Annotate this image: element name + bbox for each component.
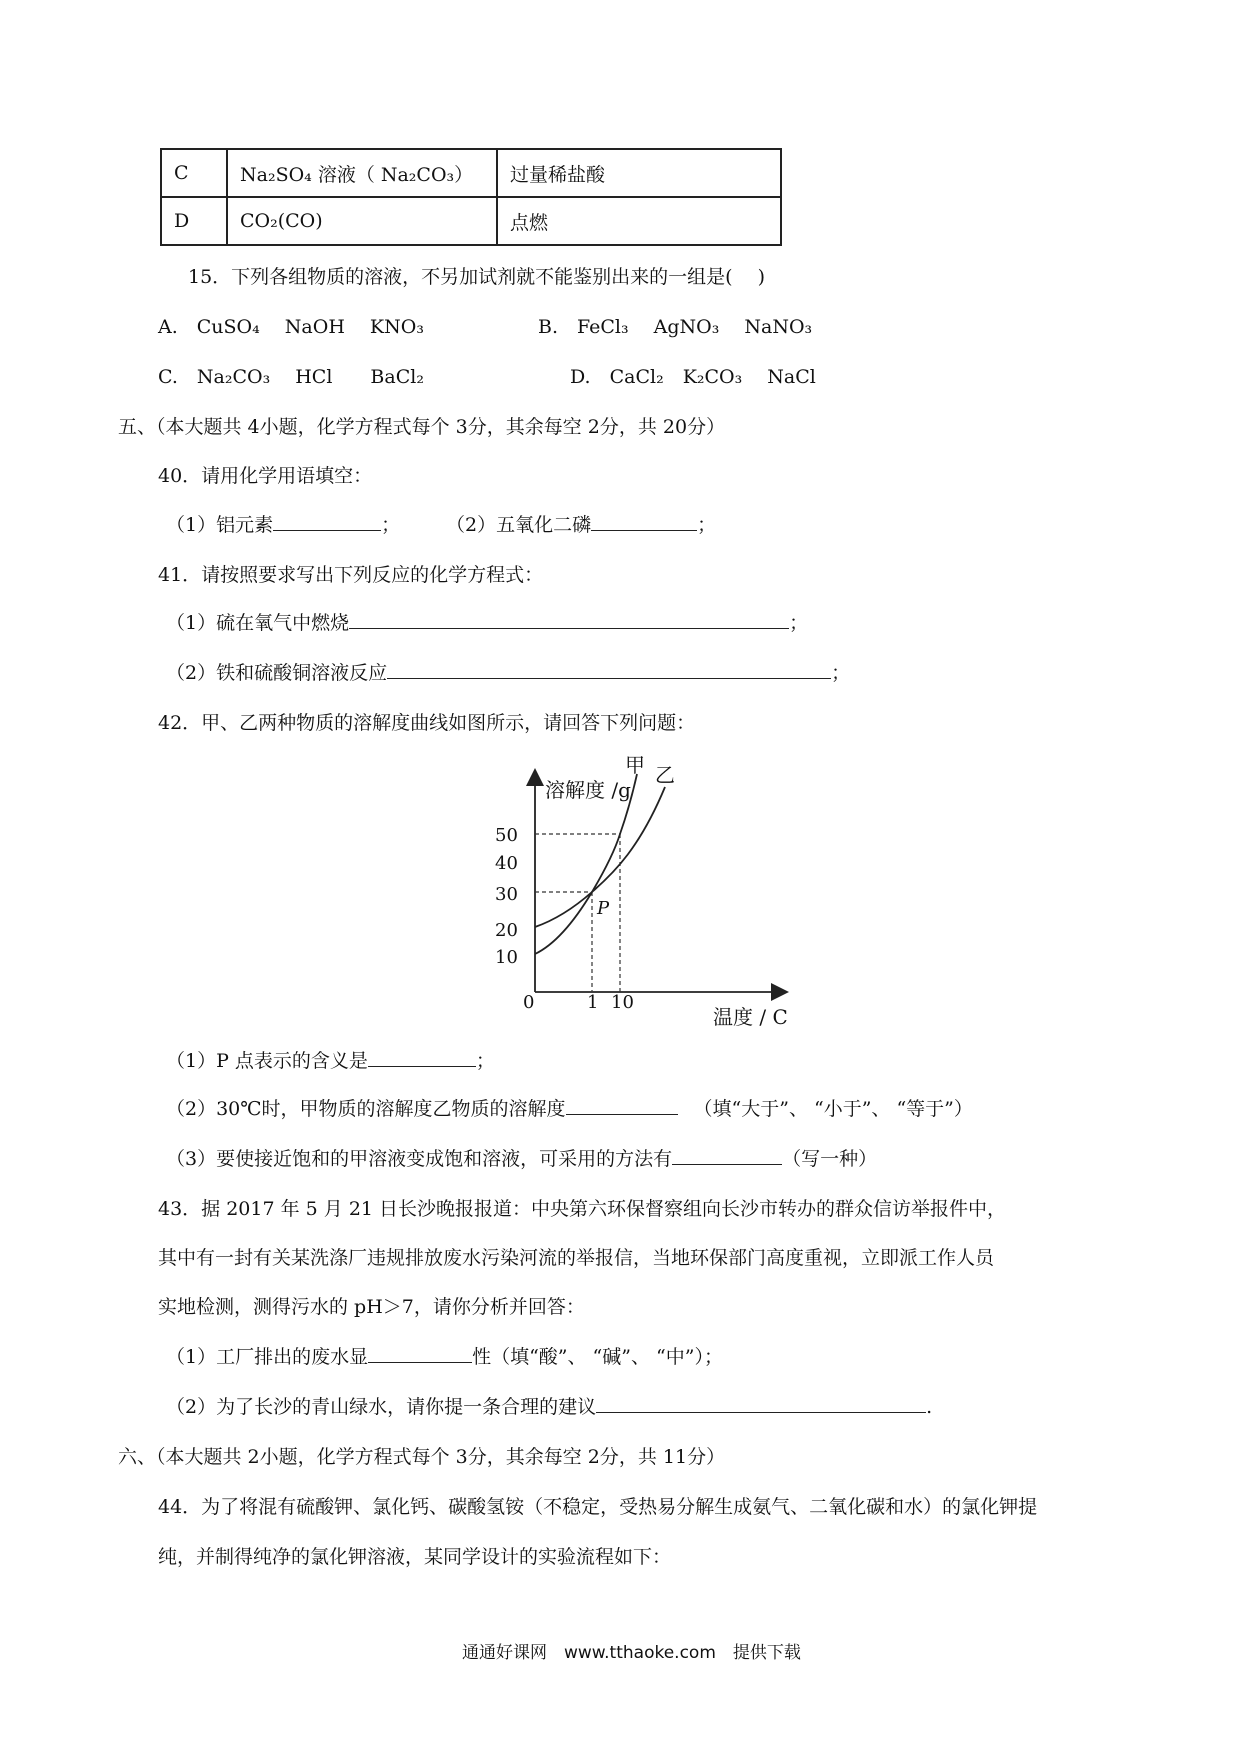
q42-part2-text: （2）30℃时，甲物质的溶解度乙物质的溶解度 [166,1098,566,1120]
q41-part2-text: （2）铁和硫酸铜溶液反应 [166,662,388,684]
hint-text: 性（填“酸”、 “碱”、 “中”）； [472,1346,723,1368]
hint-text: （写一种） [782,1148,878,1170]
q43-part2-text: （2）为了长沙的青山绿水，请你提一条合理的建议 [166,1396,597,1418]
hint-text: （填“大于”、 “小于”、 “等于”） [693,1098,973,1120]
q42-stem: 42．甲、乙两种物质的溶解度曲线如图所示，请回答下列问题： [158,712,696,734]
row-reagent: 过量稀盐酸 [497,149,781,197]
q42-part2 [166,1094,973,1121]
q43-line3: 实地检测，测得污水的 pH＞7，请你分析并回答： [158,1296,585,1318]
punctuation: ； [697,514,717,536]
row-substance: CO₂(CO) [227,197,497,245]
punctuation: ； [789,612,809,634]
x-tick-label: 0 [523,992,535,1013]
solubility-chart [475,752,815,1032]
q40-part2-text: （2）五氧化二磷 [446,514,592,536]
row-substance: Na₂SO₄ 溶液（ Na₂CO₃） [227,149,497,197]
q40-part2 [446,510,716,537]
q42-part1-text: （1）P 点表示的含义是 [166,1050,368,1072]
q40-stem: 40．请用化学用语填空： [158,465,373,487]
row-label: C [161,149,227,197]
y-tick-label: 20 [495,920,518,941]
q15-stem: 15．下列各组物质的溶液，不另加试剂就不能鉴别出来的一组是( ) [188,266,766,288]
section-6-heading: 六、（本大题共 2小题，化学方程式每个 3分，其余每空 2分，共 11分） [118,1446,726,1468]
y-tick-label: 10 [495,947,518,968]
q15-option-d: D. CaCl₂ K₂CO₃ NaCl [570,366,816,388]
y-tick-label: 50 [495,825,518,846]
answer-blank[interactable] [596,1392,926,1413]
answer-blank[interactable] [368,1342,472,1363]
answer-blank[interactable] [566,1094,678,1115]
page-footer: 通通好课网 www.tthaoke.com 提供下载 [462,1643,801,1663]
q44-line2: 纯，并制得纯净的氯化钾溶液，某同学设计的实验流程如下： [158,1546,672,1568]
x-axis-label: 温度 / C [713,1005,788,1029]
punctuation: ； [381,514,401,536]
q41-part2 [166,658,850,685]
q41-part1-text: （1）硫在氧气中燃烧 [166,612,350,634]
q43-part1-text: （1）工厂排出的废水显 [166,1346,369,1368]
q43-line1: 43．据 2017 年 5 月 21 日长沙晚报报道：中央第六环保督察组向长沙市转办的群众信访举报件中， [158,1198,1007,1220]
row-reagent: 点燃 [497,197,781,245]
table-row [161,197,781,245]
y-axis-label: 溶解度 /g [545,778,631,802]
answer-blank[interactable] [349,608,789,629]
x-tick-label: 10 [611,992,634,1013]
q15-option-a: A. CuSO₄ NaOH KNO₃ [158,316,424,338]
answer-blank[interactable] [672,1144,782,1165]
answer-blank[interactable] [273,510,381,531]
q42-part1 [166,1046,495,1073]
punctuation: ； [475,1050,495,1072]
point-p-label: P [597,898,610,919]
q43-line2: 其中有一封有关某洗涤厂违规排放废水污染河流的举报信，当地环保部门高度重视，立即派工作人员 [158,1247,995,1269]
q40-part1-text: （1）铝元素 [166,514,274,536]
q40-part1 [166,510,400,537]
series-label-jia: 甲 [625,753,645,777]
punctuation: ； [831,662,851,684]
q41-stem: 41．请按照要求写出下列反应的化学方程式： [158,564,544,586]
q43-part1 [166,1342,723,1369]
q44-line1: 44．为了将混有硫酸钾、氯化钙、碳酸氢铵（不稳定，受热易分解生成氨气、二氧化碳和水）的氯化钾提 [158,1496,1038,1518]
q15-option-c: C. Na₂CO₃ HCl BaCl₂ [158,366,424,388]
options-table [160,148,782,246]
row-label: D [161,197,227,245]
q42-part3 [166,1144,877,1171]
q43-part2 [166,1392,932,1419]
section-5-heading: 五、（本大题共 4小题，化学方程式每个 3分，其余每空 2分，共 20分） [118,416,726,438]
y-tick-label: 30 [495,884,518,905]
answer-blank[interactable] [368,1046,476,1067]
answer-blank[interactable] [591,510,697,531]
y-tick-label: 40 [495,853,518,874]
answer-blank[interactable] [387,658,831,679]
q42-part3-text: （3）要使接近饱和的甲溶液变成饱和溶液，可采用的方法有 [166,1148,673,1170]
x-tick-label: 1 [587,992,599,1013]
q15-option-b: B. FeCl₃ AgNO₃ NaNO₃ [538,316,813,338]
table-row [161,149,781,197]
q41-part1 [166,608,808,635]
punctuation: . [926,1396,933,1418]
series-label-yi: 乙 [655,763,675,787]
